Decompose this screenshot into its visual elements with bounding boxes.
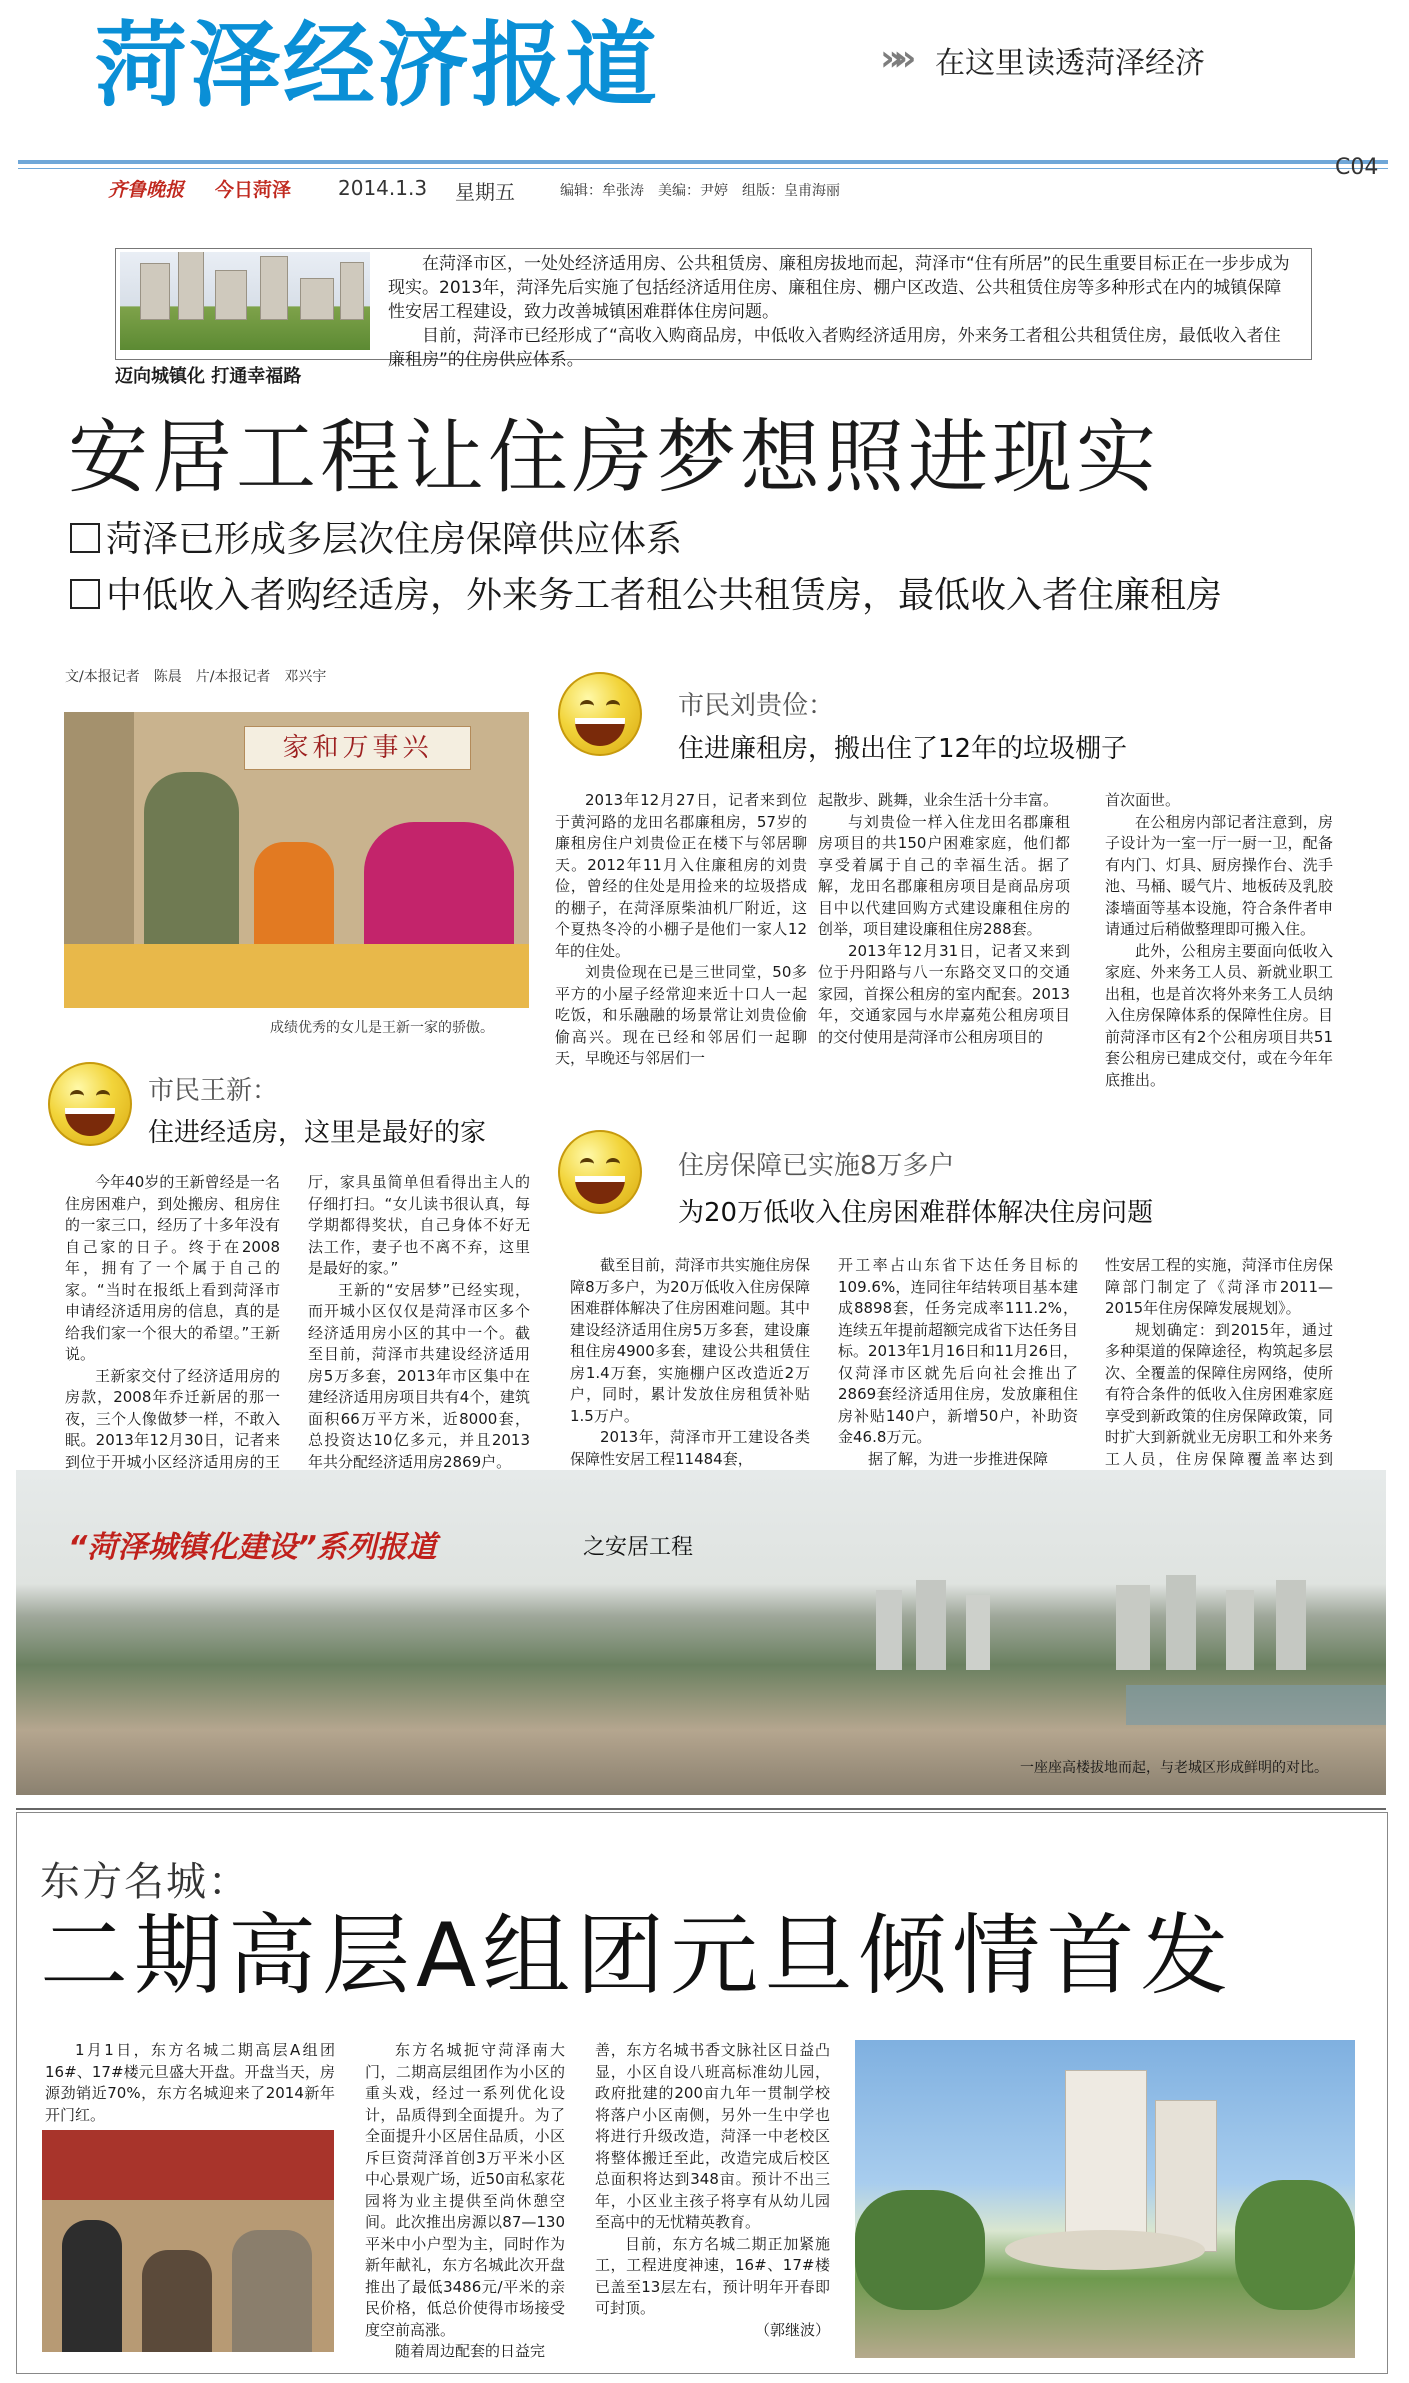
paragraph: 截至目前，菏泽市共实施住房保障8万多户，为20万低收入住房保障困难群体解决了住房困难问题。其中建设经济适用住房5万多套，建设廉租住房4900多套，建设公共租赁住房1.4万套，实施棚户区改造近2万户，同时，累计发放住房租赁补贴1.5万户。 [570, 1256, 811, 1425]
paragraph: 规划确定：到2015年，通过多种渠道的保障途径，构筑起多层次、全覆盖的保障住房网络，使所有符合条件的低收入住房困难家庭享受到新政策的住房保障政策，同时扩大到新就业无房职工和外来务工人员，住房保障覆盖率达到 [1105, 1320, 1333, 1468]
chevron-right-icon: »» [880, 38, 907, 79]
page-number: C04 [1335, 155, 1379, 180]
paragraph: 2013年12月27日，记者来到位于黄河路的龙田名郡廉租房，57岁的廉租房住户刘贵俭正在楼下与邻居聊天。2012年11月入住廉租房的刘贵俭，曾经的住处是用捡来的垃圾搭成的棚子，在菏泽原柴油机厂附近，这个夏热冬冷的小棚子是他们一家人12年的住处。 [555, 791, 807, 960]
section-title: 住进经适房，这里是最好的家 [148, 1118, 487, 1148]
paragraph: 此外，公租房主要面向低收入家庭、外来务工人员、新就业职工出租，也是首次将外来务工人员纳入住房保障体系的保障性住房。目前菏泽市区有2个公租房项目共51套公租房已建成交付，或在今年年底推出。 [1105, 941, 1333, 1089]
issue-weekday: 星期五 [455, 180, 515, 204]
section-label: 市民王新： [148, 1076, 279, 1106]
advertorial-title: 二期高层A组团元旦倾情首发 [40, 1904, 1235, 2007]
paragraph: 首次面世。 [1105, 791, 1181, 809]
checkbox-square-icon [70, 523, 100, 553]
paragraph: 今年40岁的王新曾经是一名住房困难户，到处搬房、租房住的一家三口，经历了十多年没有自己家的日子。终于在2008年，拥有了一个属于自己的家。“当时在报纸上看到菏泽市申请经济适用房的信息，真的是给我们家一个很大的希望。”王新说。 [65, 1173, 280, 1363]
masthead-title: 菏泽经济报道 [95, 12, 660, 119]
smiley-icon [48, 1062, 132, 1146]
article-column [570, 1255, 810, 1470]
paragraph: 厅，家具虽简单但看得出主人的仔细打扫。“女儿读书很认真，每学期都得奖状，自己身体不好无法工作，妻子也不离不弃，这里是最好的家。” [308, 1173, 530, 1277]
advertorial-label: 东方名城： [40, 1859, 250, 1905]
paragraph: 据了解，为进一步推进保障 [868, 1449, 1049, 1468]
section-label: 市民刘贵俭： [678, 691, 835, 721]
article-column [595, 2040, 830, 2341]
subheadline-1 [70, 519, 683, 560]
issue-date: 2014.1.3 [338, 176, 428, 200]
section-divider [16, 1808, 1386, 1810]
paragraph: 目前，东方名城二期正加紧施工，工程进度神速，16#、17#楼已盖至13层左右，预计明年开春即可封顶。 [595, 2234, 830, 2317]
paragraph: 开工率占山东省下达任务目标的109.6%，连同往年结转项目基本建成8898套，任务完成率111.2%，连续五年提前超额完成省下达任务目标。2013年1月16日和11月26日，仅菏泽市区就先后向社会推出了2869套经济适用住房，发放廉租住房补贴140户，新增50户，补助资金46.8万元。 [838, 1256, 1079, 1446]
editor-credits: 编辑：牟张涛 美编：尹婷 组版：皇甫海丽 [560, 183, 840, 199]
subheadline-text: 中低收入者购经适房，外来务工者租公共租赁房，最低收入者住廉租房 [106, 575, 1223, 616]
paragraph: 刘贵俭现在已是三世同堂，50多平方的小屋子经常迎来近十口人一起吃饭，和乐融融的场景常让刘贵俭偷偷高兴。现在已经和邻居们一起聊天，早晚还与邻居们一 [555, 963, 807, 1067]
section-title: 住进廉租房，搬出住了12年的垃圾棚子 [678, 734, 1128, 764]
intro-paragraph: 目前，菏泽市已经形成了“高收入购商品房，中低收入者购经济适用房，外来务工者租公共租赁住房，最低收入者住廉租房”的住房供应体系。 [388, 326, 1281, 370]
sales-office-photo [42, 2130, 334, 2352]
photo-banner: 家和万事兴 [244, 726, 471, 770]
paragraph: 性安居工程的实施，菏泽市住房保障部门制定了《菏泽市2011—2015年住房保障发展规划》。 [1105, 1256, 1333, 1317]
series-title-tail: 之安居工程 [583, 1535, 694, 1560]
panorama-caption: 一座座高楼拔地而起，与老城区形成鲜明的对比。 [1020, 1760, 1328, 1776]
subheadline-2 [70, 575, 1223, 616]
paragraph: 王新家交付了经济适用房的房款，2008年乔迁新居的那一夜，三个人像做梦一样，不敢入眠。2013年12月30日，记者来到位于开城小区经济适用房的王 [65, 1366, 280, 1471]
family-photo [64, 712, 529, 1008]
author-credit: （郭继波） [754, 2320, 830, 2339]
intro-caption: 迈向城镇化 打通幸福路 [115, 366, 302, 387]
subheadline-text: 菏泽已形成多层次住房保障供应体系 [106, 519, 683, 560]
section-label: 住房保障已实施8万多户 [678, 1151, 955, 1181]
paragraph: 1月1日，东方名城二期高层A组团16#、17#楼元旦盛大开盘。开盘当天，房源劲销近70%，东方名城迎来了2014新年开门红。 [45, 2041, 335, 2124]
article-column [1105, 1255, 1333, 1492]
masthead-rule [18, 160, 1388, 164]
byline: 文/本报记者 陈晨 片/本报记者 邓兴宇 [65, 669, 327, 685]
paragraph: 2013年12月31日，记者又来到位于丹阳路与八一东路交叉口的交通家园，首探公租房的室内配套。2013年，交通家园与水岸嘉苑公租房项目的交付使用是菏泽市公租房项目的 [818, 941, 1070, 1046]
project-rendering-photo [855, 2040, 1355, 2358]
paragraph: 与刘贵俭一样入住龙田名郡廉租房项目的共150户困难家庭，他们都享受着属于自己的幸福生活。据了解，龙田名郡廉租房项目是商品房项目中以代建回购方式建设廉租住房的创举，项目建设廉租住房288套。 [818, 812, 1070, 938]
checkbox-square-icon [70, 579, 100, 609]
paragraph: 随着周边配套的日益完 [395, 2342, 546, 2360]
article-column [365, 2040, 565, 2363]
article-column [308, 1172, 530, 1473]
article-column [818, 790, 1070, 1048]
paper-logo: 齐鲁晚报 [108, 179, 185, 201]
article-column [838, 1255, 1078, 1470]
section-title: 为20万低收入住房困难群体解决住房问题 [678, 1198, 1154, 1228]
headline: 安居工程让住房梦想照进现实 [68, 411, 1160, 504]
article-column [45, 2040, 335, 2126]
intro-paragraph: 在菏泽市区，一处处经济适用房、公共租赁房、廉租房拔地而起，菏泽市“住有所居”的民生重要目标正在一步步成为现实。2013年，菏泽先后实施了包括经济适用住房、廉租住房、棚户区改造、公共租赁住房等多种形式在内的城镇保障性安居工程建设，致力改善城镇困难群体住房问题。 [388, 254, 1290, 322]
paragraph: 2013年，菏泽市开工建设各类保障性安居工程11484套， [570, 1428, 810, 1468]
article-column [555, 790, 807, 1070]
paragraph: 东方名城扼守菏泽南大门，二期高层组团作为小区的重头戏，经过一系列优化设计，品质得到全面提升。为了全面提升小区居住品质，小区斥巨资菏泽首创3万平米小区中心景观广场，近50亩私家花园将为业主提供至尚休憩空间。此次推出房源以87—130平米中小户型为主，同时作为新年献礼，东方名城此次开盘推出了最低3486元/平米的亲民价格，低总价使得市场接受度空前高涨。 [365, 2041, 565, 2339]
paragraph: 王新的“安居梦”已经实现，而开城小区仅仅是菏泽市区多个经济适用房小区的其中一个。截至目前，菏泽市共建设经济适用房5万多套，2013年市区集中在建经济适用房项目共有4个，建筑面积66万平方米，近8000套，总投资达10亿多元，并且2013年共分配经济适用房2869户。 [308, 1280, 530, 1471]
paragraph: 起散步、跳舞，业余生活十分丰富。 [818, 791, 1059, 809]
paper-sub-logo: 今日菏泽 [215, 179, 292, 201]
intro-photo [120, 252, 370, 350]
paragraph: 在公租房内部记者注意到，房子设计为一室一厅一厨一卫，配备有内门、灯具、厨房操作台、洗手池、马桶、暖气片、地板砖及乳胶漆墙面等基本设施，符合条件者申请通过后稍做整理即可搬入住。 [1105, 812, 1333, 938]
masthead-slogan: 在这里读透菏泽经济 [935, 46, 1205, 81]
photo-caption: 成绩优秀的女儿是王新一家的骄傲。 [270, 1020, 494, 1036]
intro-text [388, 252, 1293, 372]
paragraph: 善，东方名城书香文脉社区日益凸显，小区自设八班高标准幼儿园，政府批建的200亩九年一贯制学校将落户小区南侧，另外一生中学也将进行升级改造，菏泽一中老校区将整体搬迁至此，改造完成后校区总面积将达到348亩。预计不出三年，小区业主孩子将享有从幼儿园至高中的无忧精英教育。 [595, 2041, 830, 2231]
article-column [1105, 790, 1333, 1091]
masthead-rule-thin [18, 168, 1388, 169]
series-title: “菏泽城镇化建设”系列报道 [68, 1530, 437, 1565]
article-column [65, 1172, 280, 1495]
smiley-icon [558, 1130, 642, 1214]
smiley-icon [558, 672, 642, 756]
city-panorama-photo [16, 1470, 1386, 1795]
